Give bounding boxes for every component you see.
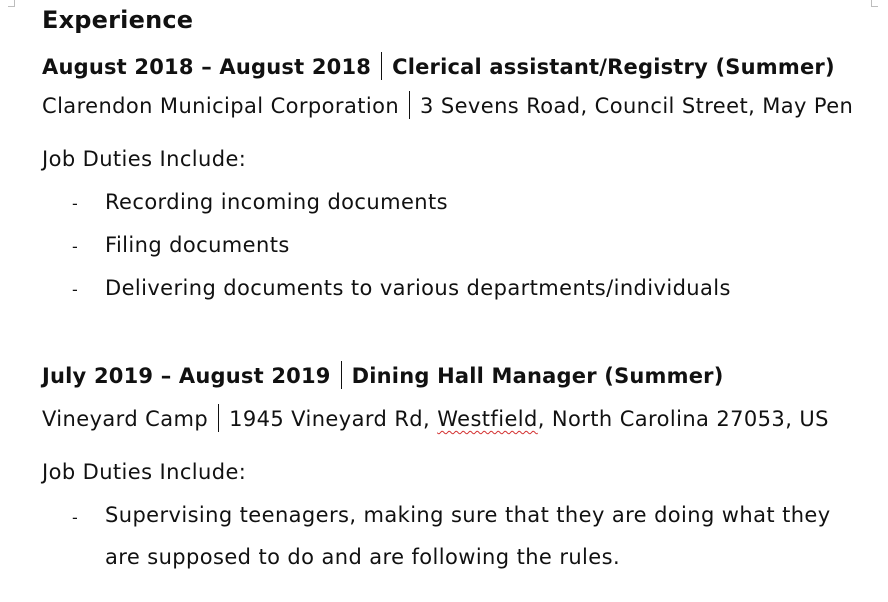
duty-text: Recording incoming documents (105, 190, 448, 214)
separator (381, 52, 382, 80)
bullet-dash: - (72, 237, 79, 256)
job-1-duty-item[interactable] (0, 190, 888, 220)
job-1-duty-item[interactable] (0, 276, 888, 306)
job-2-address (229, 407, 829, 431)
address-text: , North Carolina 27053, US (537, 407, 829, 431)
separator (341, 361, 342, 389)
duty-text: Filing documents (105, 233, 290, 257)
job-1-role: Clerical assistant/Registry (Summer) (392, 55, 835, 79)
spellcheck-flagged-word[interactable]: Westfield (437, 407, 538, 431)
bullet-dash: - (72, 508, 79, 527)
job-1-employer-line[interactable] (42, 91, 853, 119)
page-corner-marker-left (8, 0, 15, 7)
job-2-role: Dining Hall Manager (Summer) (351, 364, 724, 388)
job-1-address: 3 Sevens Road, Council Street, May Pen (420, 94, 854, 118)
job-2-employer-line[interactable] (42, 404, 829, 432)
job-1-dates: August 2018 – August 2018 (42, 55, 372, 79)
duty-text: Delivering documents to various departments/individuals (105, 276, 731, 300)
page-corner-marker-right (871, 0, 878, 7)
job-1-duty-item[interactable] (0, 233, 888, 263)
job-1-title-line[interactable] (42, 52, 835, 80)
address-text: 1945 Vineyard Rd, (229, 407, 438, 431)
job-2-organization: Vineyard Camp (42, 407, 209, 431)
job-2-title-line[interactable] (42, 361, 724, 389)
job-2-duty-item[interactable] (0, 494, 888, 584)
job-1-organization: Clarendon Municipal Corporation (42, 94, 400, 118)
job-2-duties-heading[interactable]: Job Duties Include: (42, 460, 247, 484)
bullet-dash: - (72, 280, 79, 299)
job-2-dates: July 2019 – August 2019 (42, 364, 331, 388)
duty-text: Supervising teenagers, making sure that they are doing what they are supposed to do and are following the rules. (105, 503, 831, 569)
job-1-duties-heading[interactable]: Job Duties Include: (42, 147, 247, 171)
bullet-dash: - (72, 194, 79, 213)
separator (409, 91, 410, 119)
section-heading[interactable]: Experience (42, 6, 194, 34)
separator (218, 404, 219, 432)
